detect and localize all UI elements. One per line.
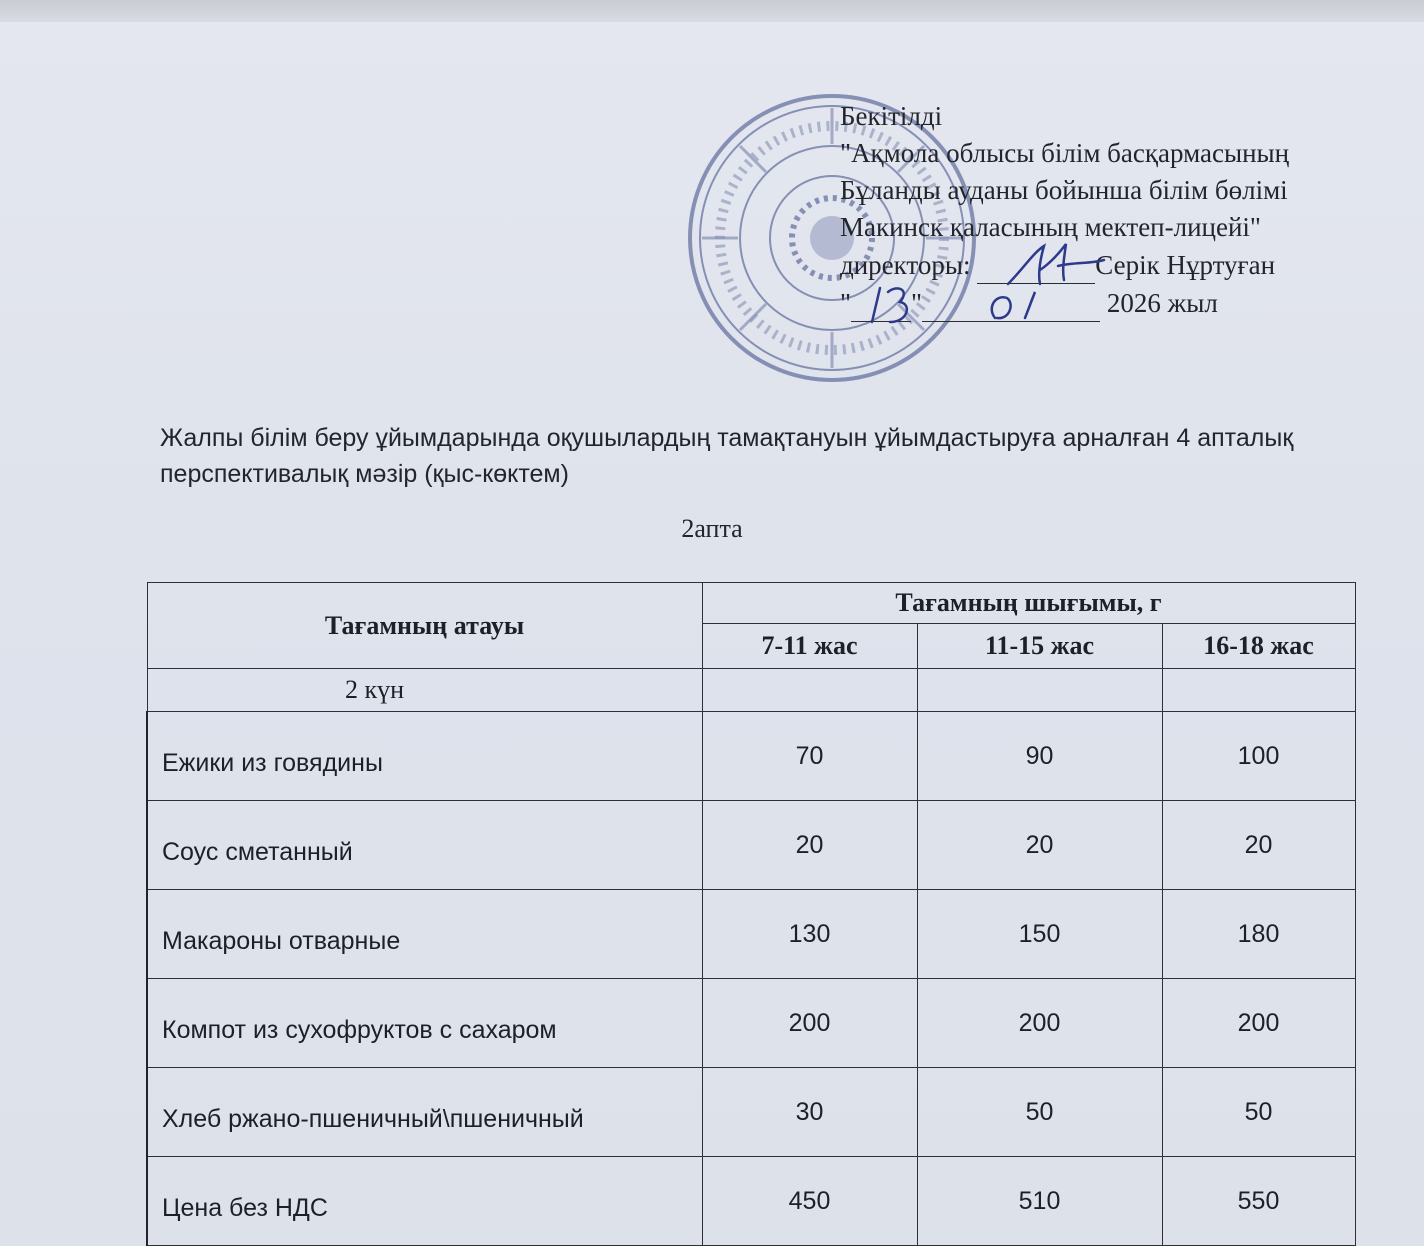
header-dish-name: Тағамның атауы — [147, 583, 702, 669]
value-11-15: 510 — [917, 1157, 1162, 1246]
table-row — [147, 890, 1355, 979]
value-11-15: 50 — [917, 1068, 1162, 1157]
dish-name: Соус сметанный — [147, 801, 702, 890]
value-7-11: 70 — [702, 712, 917, 801]
org-line-1: "Ақмола облысы білім басқармасының — [840, 138, 1290, 168]
value-16-18: 200 — [1162, 979, 1355, 1068]
table-row — [147, 712, 1355, 801]
value-16-18: 20 — [1162, 801, 1355, 890]
value-11-15: 90 — [917, 712, 1162, 801]
day-label: 2 күн — [147, 669, 702, 712]
age-group-2: 11-15 жас — [917, 624, 1162, 669]
table-row — [147, 1157, 1355, 1246]
table-row — [147, 801, 1355, 890]
table-row — [147, 979, 1355, 1068]
value-11-15: 20 — [917, 801, 1162, 890]
approval-year: 2026 жыл — [1106, 288, 1218, 318]
week-label: 2апта — [681, 514, 743, 543]
value-7-11: 450 — [702, 1157, 917, 1246]
dish-name: Цена без НДС — [147, 1157, 702, 1246]
dish-name: Макароны отварные — [147, 890, 702, 979]
value-16-18: 550 — [1162, 1157, 1355, 1246]
dish-name: Компот из сухофруктов с сахаром — [147, 979, 702, 1068]
date-quote-open: " — [840, 288, 852, 318]
day-cell-empty — [1162, 669, 1355, 712]
handwritten-signature — [1000, 240, 1110, 290]
day-cell-empty — [702, 669, 917, 712]
date-quote-close: " — [911, 288, 923, 318]
dish-name: Ежики из говядины — [147, 712, 702, 801]
director-name: Серік Нұртуған — [1095, 250, 1276, 280]
handwritten-day — [862, 282, 918, 328]
age-group-3: 16-18 жас — [1162, 624, 1355, 669]
value-16-18: 50 — [1162, 1068, 1355, 1157]
value-7-11: 200 — [702, 979, 917, 1068]
day-cell-empty — [917, 669, 1162, 712]
dish-name: Хлеб ржано-пшеничный\пшеничный — [147, 1068, 702, 1157]
approved-label: Бекітілді — [840, 101, 943, 131]
menu-table — [146, 582, 1356, 1246]
header-yield: Тағамның шығымы, г — [702, 583, 1355, 624]
value-16-18: 180 — [1162, 890, 1355, 979]
handwritten-month — [985, 288, 1055, 324]
director-label: директоры: — [840, 250, 971, 280]
value-11-15: 150 — [917, 890, 1162, 979]
table-row — [147, 1068, 1355, 1157]
page-top-edge — [0, 0, 1424, 22]
day-row — [147, 669, 1355, 712]
value-7-11: 20 — [702, 801, 917, 890]
table-header-row — [147, 583, 1355, 624]
value-7-11: 130 — [702, 890, 917, 979]
value-11-15: 200 — [917, 979, 1162, 1068]
value-7-11: 30 — [702, 1068, 917, 1157]
org-line-3: Макинск қаласының мектеп-лицейі" — [840, 212, 1261, 242]
value-16-18: 100 — [1162, 712, 1355, 801]
org-line-2: Бұланды ауданы бойынша білім бөлімі — [840, 175, 1288, 205]
age-group-1: 7-11 жас — [702, 624, 917, 669]
document-title: Жалпы білім беру ұйымдарында оқушылардың тамақтануын ұйымдастыруға арналған 4 апталық перспективалық мәзір (қыс-көктем) — [160, 424, 1294, 488]
